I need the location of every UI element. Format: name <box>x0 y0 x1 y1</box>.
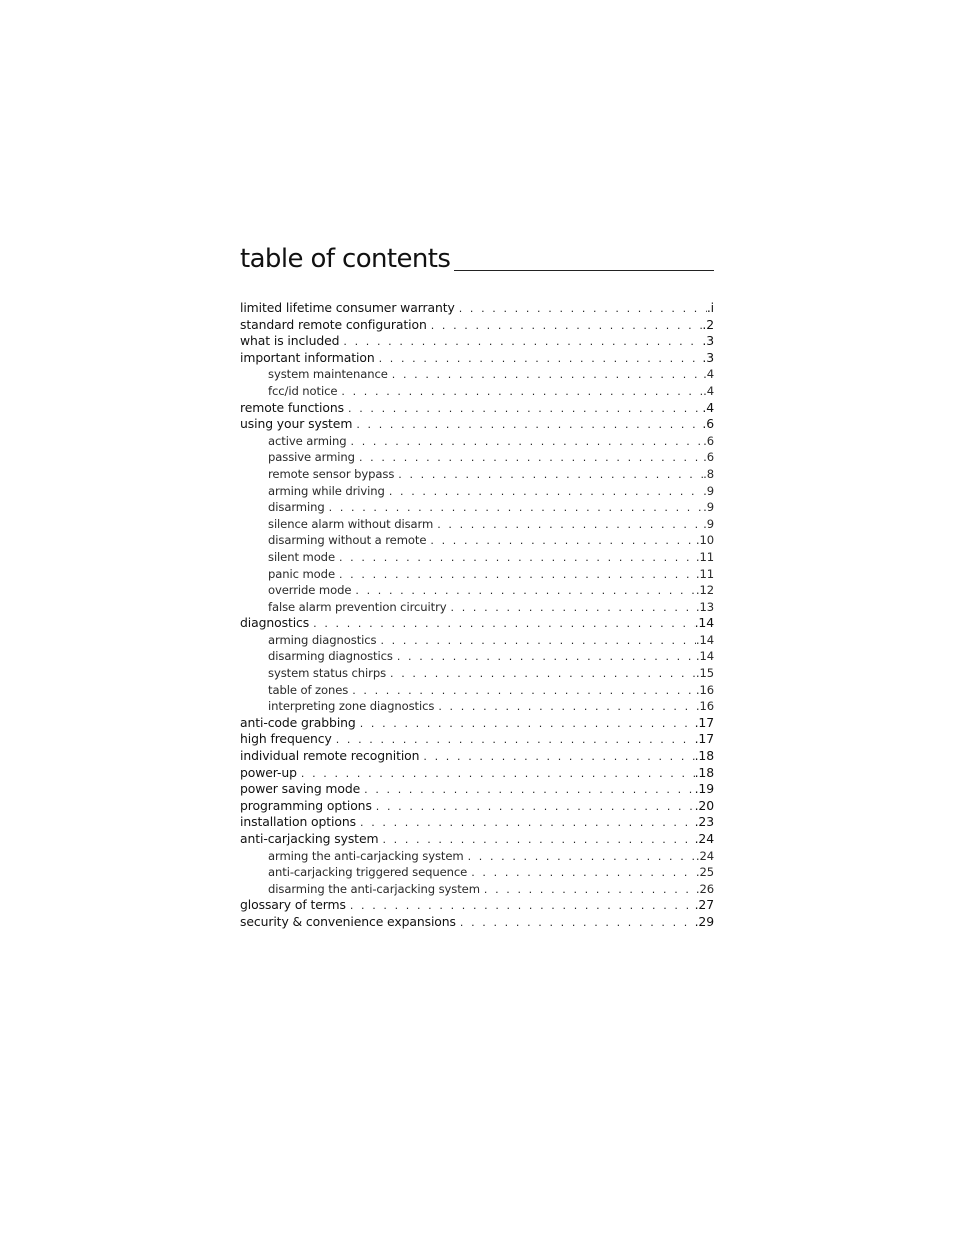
toc-entry-label: what is included <box>240 333 340 349</box>
toc-entry-label: system status chirps <box>268 666 387 681</box>
toc-entry-label: disarming diagnostics <box>268 649 393 664</box>
dot-leader <box>431 318 703 334</box>
toc-entry-page-number: .9 <box>703 483 714 498</box>
toc-entry-label: diagnostics <box>240 615 310 631</box>
dot-leader <box>350 898 695 914</box>
toc-entry-label: arming the anti-carjacking system <box>268 848 464 863</box>
toc-entry-page-number: .17 <box>694 731 714 747</box>
dot-leader <box>341 384 703 400</box>
dot-leader <box>360 815 695 831</box>
toc-entry <box>240 814 714 831</box>
toc-entry-page-number: .i <box>706 300 714 315</box>
toc-entry <box>240 831 714 848</box>
toc-entry-label: standard remote configuration <box>240 316 427 332</box>
toc-entry-page-number: .10 <box>695 533 714 548</box>
toc-entry-page-number: .4 <box>703 383 714 398</box>
dot-leader <box>364 782 694 798</box>
toc-subentry <box>240 864 714 881</box>
table-of-contents <box>240 238 714 931</box>
toc-subentry <box>240 383 714 400</box>
toc-entry <box>240 765 714 782</box>
toc-subentry <box>240 599 714 616</box>
toc-entry <box>240 350 714 367</box>
toc-entry-label: interpreting zone diagnostics <box>268 699 435 714</box>
toc-entry <box>240 748 714 765</box>
dot-leader <box>392 367 703 383</box>
toc-entry-label: silent mode <box>268 549 335 564</box>
toc-entry-page-number: .9 <box>703 500 714 515</box>
toc-entry-label: arming while driving <box>268 483 385 498</box>
toc-entry-label: active arming <box>268 433 347 448</box>
toc-entry-page-number: .2 <box>702 316 714 332</box>
toc-subentry <box>240 698 714 715</box>
dot-leader <box>437 517 703 533</box>
toc-entry-label: system maintenance <box>268 367 388 382</box>
dot-leader <box>339 550 696 566</box>
toc-entry-label: power saving mode <box>240 781 361 797</box>
toc-entry-label: anti-carjacking system <box>240 831 379 846</box>
toc-entry <box>240 798 714 815</box>
toc-entry <box>240 897 714 914</box>
toc-entry-page-number: .11 <box>695 549 714 564</box>
dot-leader <box>390 666 696 682</box>
dot-leader <box>468 849 696 865</box>
dot-leader <box>423 749 694 765</box>
dot-leader <box>398 467 703 483</box>
dot-leader <box>382 832 694 848</box>
toc-entry-page-number: .27 <box>694 897 714 913</box>
toc-entry-page-number: .18 <box>694 748 714 764</box>
toc-entry-page-number: .13 <box>695 599 714 614</box>
toc-subentry <box>240 582 714 599</box>
toc-entry-label: high frequency <box>240 731 332 747</box>
toc-entry-page-number: .6 <box>702 416 714 432</box>
toc-entry-page-number: .3 <box>702 333 714 349</box>
toc-entry-page-number: .8 <box>703 466 714 481</box>
dot-leader <box>459 301 707 317</box>
toc-entry-page-number: .14 <box>695 632 714 647</box>
toc-entry-label: programming options <box>240 797 372 813</box>
dot-leader <box>451 600 696 616</box>
toc-entry <box>240 615 714 632</box>
dot-leader <box>360 716 695 732</box>
toc-entry-page-number: .29 <box>694 913 714 929</box>
toc-entry-page-number: .20 <box>694 797 714 813</box>
toc-subentry <box>240 848 714 865</box>
toc-entry-label: power-up <box>240 764 297 780</box>
dot-leader <box>343 334 702 350</box>
toc-subentry <box>240 566 714 583</box>
toc-entry-label: disarming the anti-carjacking system <box>268 881 480 896</box>
dot-leader <box>471 865 696 881</box>
toc-entry-page-number: .26 <box>695 881 714 896</box>
toc-entry <box>240 731 714 748</box>
toc-subentry <box>240 881 714 898</box>
toc-entry-label: installation options <box>240 814 356 830</box>
toc-entry-page-number: .15 <box>695 666 714 681</box>
toc-subentry <box>240 499 714 516</box>
dot-leader <box>379 351 703 367</box>
dot-leader <box>389 484 703 500</box>
dot-leader <box>430 533 695 549</box>
toc-entry-page-number: .9 <box>703 516 714 531</box>
dot-leader <box>352 683 696 699</box>
dot-leader <box>359 450 703 466</box>
dot-leader <box>339 567 696 583</box>
toc-entry-label: individual remote recognition <box>240 748 420 764</box>
toc-entry-label: arming diagnostics <box>268 632 377 647</box>
dot-leader <box>355 583 695 599</box>
toc-entry-page-number: .18 <box>694 764 714 780</box>
toc-entry-label: important information <box>240 349 375 365</box>
toc-subentry <box>240 682 714 699</box>
toc-entry-label: limited lifetime consumer warranty <box>240 300 455 315</box>
toc-subentry <box>240 449 714 466</box>
toc-entry <box>240 781 714 798</box>
toc-entry-page-number: .6 <box>703 450 714 465</box>
page-title: table of contents <box>240 246 454 272</box>
toc-entry-page-number: .24 <box>695 848 714 863</box>
toc-subentry <box>240 665 714 682</box>
dot-leader <box>356 417 702 433</box>
toc-subentry <box>240 549 714 566</box>
toc-entry-label: security & convenience expansions <box>240 913 456 929</box>
toc-subentry <box>240 466 714 483</box>
dot-leader <box>438 699 696 715</box>
toc-entry-label: anti-code grabbing <box>240 714 356 730</box>
dot-leader <box>329 500 704 516</box>
toc-entry <box>240 400 714 417</box>
toc-entry <box>240 416 714 433</box>
toc-entry-label: remote sensor bypass <box>268 466 395 481</box>
toc-entry <box>240 300 714 317</box>
toc-entry-label: fcc/id notice <box>268 383 338 398</box>
dot-leader <box>336 732 695 748</box>
toc-entry-page-number: .16 <box>695 699 714 714</box>
dot-leader <box>313 616 694 632</box>
toc-subentry <box>240 632 714 649</box>
toc-subentry <box>240 433 714 450</box>
dot-leader <box>301 766 695 782</box>
toc-entry-label: disarming without a remote <box>268 533 427 548</box>
toc-heading <box>240 238 714 274</box>
toc-entry-page-number: .6 <box>703 433 714 448</box>
toc-entry-page-number: .14 <box>695 649 714 664</box>
toc-subentry <box>240 516 714 533</box>
toc-subentry <box>240 532 714 549</box>
dot-leader <box>348 401 702 417</box>
toc-entry-page-number: .24 <box>694 831 714 846</box>
toc-entry-label: using your system <box>240 416 353 432</box>
toc-entry-label: false alarm prevention circuitry <box>268 599 447 614</box>
dot-leader <box>376 799 695 815</box>
toc-entry-label: silence alarm without disarm <box>268 516 434 531</box>
toc-entry <box>240 317 714 334</box>
dot-leader <box>351 434 704 450</box>
toc-entry-label: panic mode <box>268 566 335 581</box>
dot-leader <box>460 915 695 931</box>
toc-entry-page-number: .11 <box>695 566 714 581</box>
toc-subentry <box>240 648 714 665</box>
toc-entry-label: remote functions <box>240 399 344 415</box>
toc-subentry <box>240 366 714 383</box>
toc-entry-label: anti-carjacking triggered sequence <box>268 865 468 880</box>
dot-leader <box>380 633 695 649</box>
toc-entry-page-number: .19 <box>694 781 714 797</box>
toc-entry-page-number: .3 <box>702 349 714 365</box>
toc-entry-label: table of zones <box>268 682 349 697</box>
toc-entry-page-number: .4 <box>702 399 714 415</box>
toc-entry-page-number: .12 <box>695 583 714 598</box>
toc-subentry <box>240 483 714 500</box>
toc-entry-label: glossary of terms <box>240 897 346 913</box>
toc-entry <box>240 333 714 350</box>
toc-entry-page-number: .23 <box>694 814 714 830</box>
toc-entry-page-number: .16 <box>695 682 714 697</box>
toc-entry-label: override mode <box>268 583 352 598</box>
toc-entry-page-number: .25 <box>695 865 714 880</box>
toc-entry-page-number: .17 <box>694 714 714 730</box>
dot-leader <box>484 882 696 898</box>
toc-entry-page-number: .4 <box>703 367 714 382</box>
toc-entry-page-number: .14 <box>694 615 714 631</box>
dot-leader <box>397 649 696 665</box>
toc-entry-label: passive arming <box>268 450 355 465</box>
toc-entry <box>240 914 714 931</box>
toc-list <box>240 300 714 931</box>
toc-entry <box>240 715 714 732</box>
toc-entry-label: disarming <box>268 500 325 515</box>
